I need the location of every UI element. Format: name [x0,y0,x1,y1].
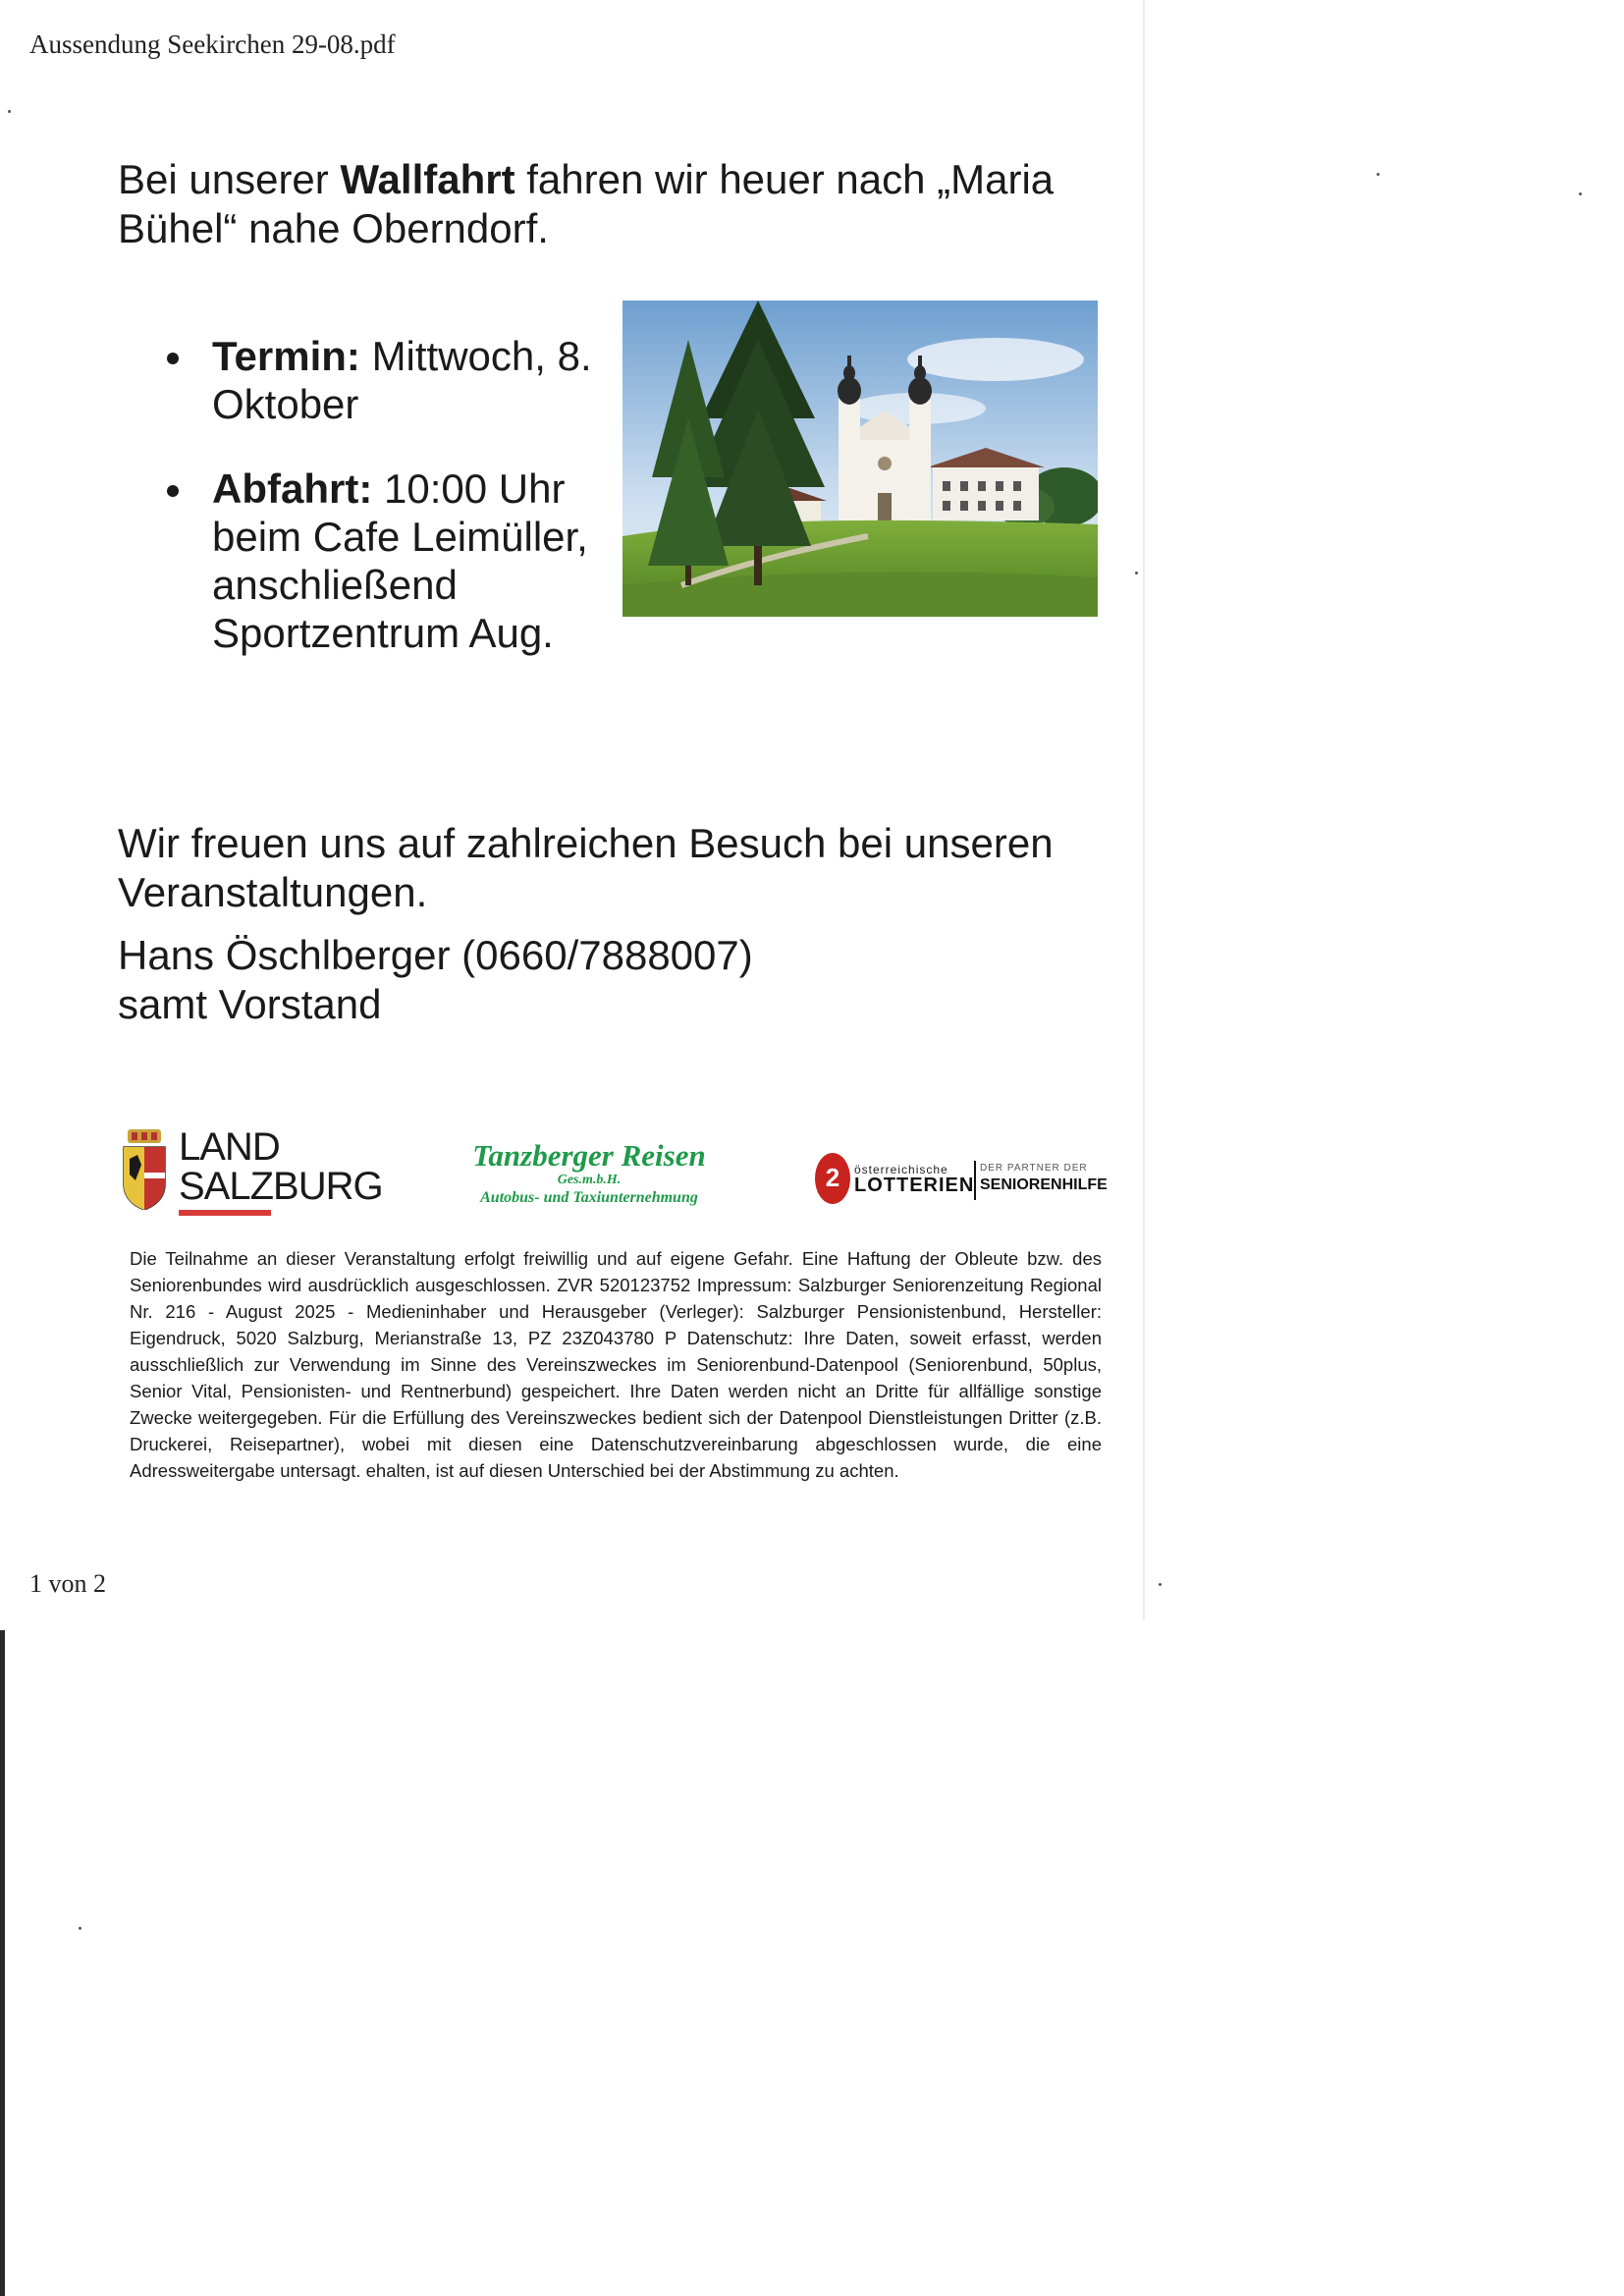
tanzberger-company-form: Ges.m.b.H. [557,1173,622,1187]
event-details-list [157,332,619,693]
scan-speck [1159,1583,1162,1586]
detail-label: Termin: [212,333,360,379]
detail-item-date [157,332,619,428]
land-line2: SALZBURG [179,1165,383,1208]
page-indicator: 1 von 2 [29,1569,106,1598]
detail-item-departure [157,465,619,657]
land-salzburg-accent-bar [179,1210,271,1216]
file-name-header: Aussendung Seekirchen 29-08.pdf [29,29,396,59]
intro-text-bold: Wallfahrt [340,156,515,202]
scan-page-edge [1143,0,1145,1620]
land-salzburg-logo [122,1127,387,1220]
land-salzburg-text [179,1127,383,1206]
lotterien-partner-main: SENIORENHILFE [980,1176,1108,1193]
intro-paragraph [118,155,1100,253]
detail-text: 10:00 Uhr beim Cafe Leimüller, anschließend Sportzentrum Aug. [212,465,588,656]
contact-block [118,931,1100,1029]
scan-speck [8,110,11,113]
lotterien-emblem-icon [813,1151,852,1206]
scan-speck [1377,173,1380,176]
lotterien-separator [974,1161,976,1200]
church-photo [623,301,1098,617]
lotterien-main-text: LOTTERIEN [854,1175,975,1196]
scan-speck [1579,192,1582,195]
tanzberger-title: Tanzberger Reisen [472,1138,706,1173]
disclaimer-text: Die Teilnahme an dieser Veranstaltung erfolgt freiwillig und auf eigene Gefahr. Eine Haftung der Obleute bzw. des Seniorenbundes wird ausdrücklich ausgeschlossen. ZVR 520123752 Impressum: Salzburger Seniorenzeitung Regional Nr. 216 - August 2025 - Medieninhaber und Herausgeber (Verleger): Salzburger Pensionistenbund, Hersteller: Eigendruck, 5020 Salzburg, Merianstraße 13, PZ 23Z043780 P Datenschutz: Ihre Daten, soweit erfasst, werden ausschließlich zur Verwendung im Sinne des Vereinszweckes im Seniorenbund-Datenpool (Seniorenbund, 50plus, Senior Vital, Pensionisten- und Rentnerbund) gespeichert. Ihre Daten werden nicht an Dritte für allfällige sonstige Zwecke weitergegeben. Für die Erfüllung des Vereinszweckes bedient sich der Datenpool Dienstleistungen Dritter (z.B. Druckerei, Reisepartner), wobei mit diesen eine Datenschutzvereinbarung abgeschlossen wurde, die eine Adressweitergabe untersagt. ehalten, ist auf diesen Unterschied bei der Abstimmung zu achten. [130,1248,1102,1481]
scan-speck [79,1927,81,1930]
intro-text-pre: Bei unserer [118,156,341,202]
land-line1: LAND [179,1125,280,1169]
closing-paragraph: Wir freuen uns auf zahlreichen Besuch bei unseren Veranstaltungen. [118,820,1054,915]
lotterien-logo [813,1151,1108,1206]
svg-text:2: 2 [825,1163,840,1192]
detail-label: Abfahrt: [212,465,373,512]
lotterien-partner-top: DER PARTNER DER [980,1163,1088,1174]
tanzberger-subtitle: Autobus- und Taxiunternehmung [480,1189,698,1206]
lotterien-top-text: österreichische [854,1163,948,1176]
contact-name-phone: Hans Öschlberger (0660/7888007) [118,932,753,978]
scan-speck [1135,572,1138,574]
scan-left-bar [0,1630,5,2296]
intro-text-post: fahren wir heuer nach „Maria Bühel“ nahe Oberndorf. [118,156,1055,251]
contact-team: samt Vorstand [118,981,382,1027]
detail-text: Mittwoch, 8. Oktober [212,333,592,427]
tanzberger-reisen-logo [452,1139,727,1218]
salzburg-coat-of-arms-icon [122,1129,167,1210]
